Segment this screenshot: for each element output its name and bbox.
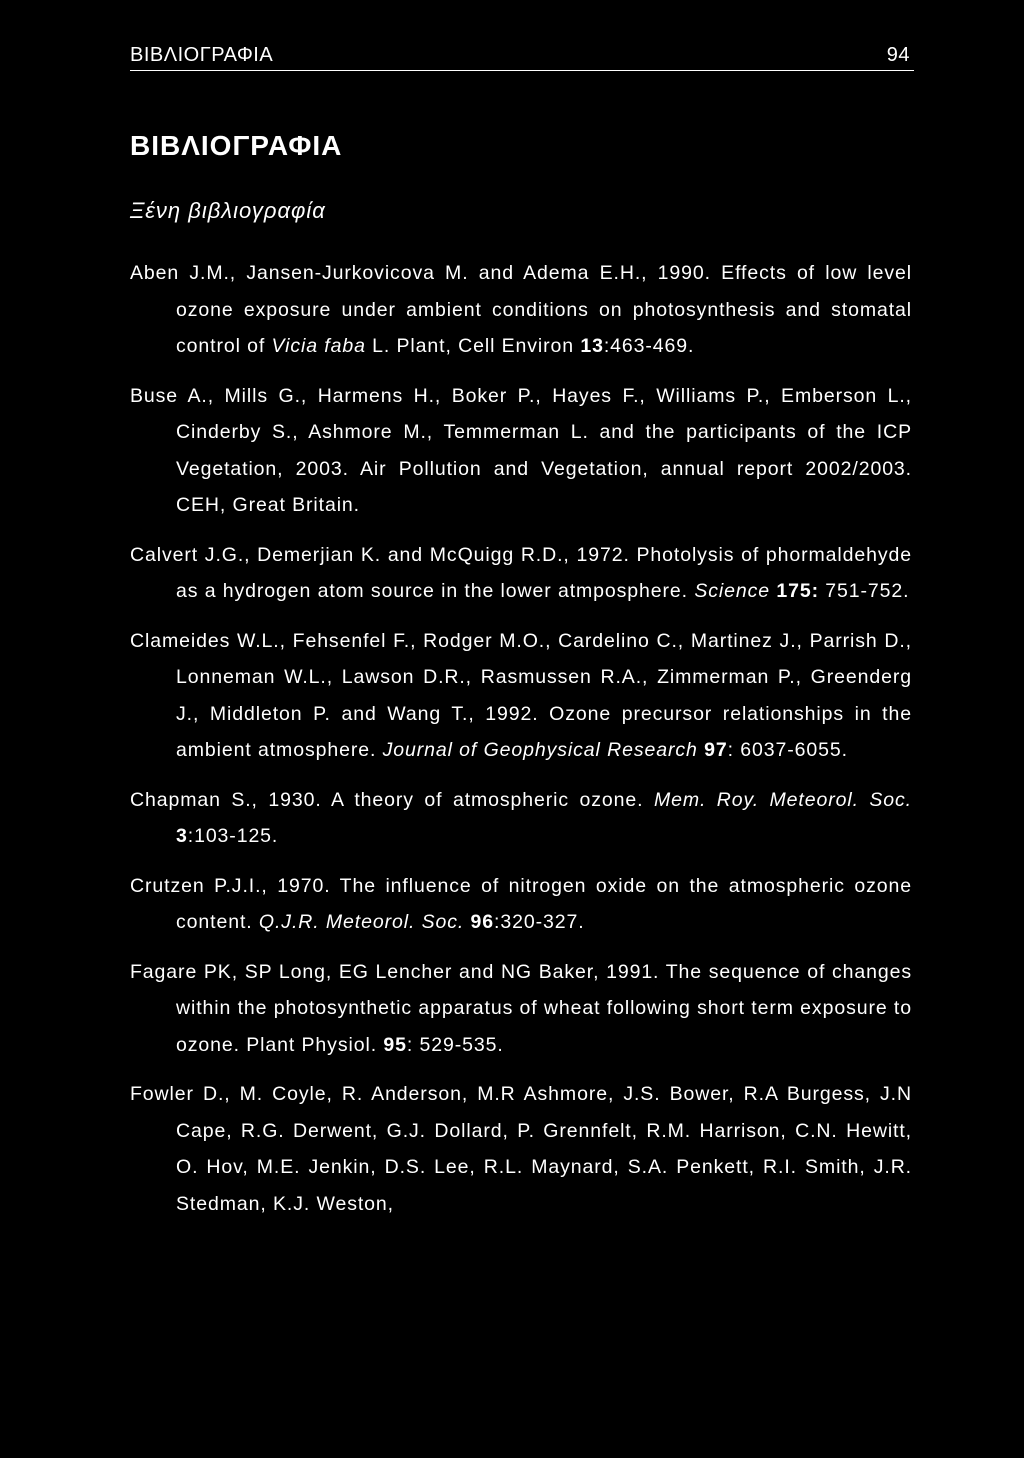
section-title: ΒΙΒΛΙΟΓΡΑΦΙΑ [130, 130, 343, 161]
reference-entry [130, 255, 912, 365]
header-rule [130, 70, 914, 71]
reference-entry [130, 378, 912, 524]
reference-species-name: Vicia faba [271, 335, 366, 357]
reference-entry [130, 623, 912, 769]
reference-volume: 3 [176, 825, 188, 847]
reference-volume: 95 [383, 1033, 407, 1056]
reference-pages: :103-125. [187, 825, 279, 847]
reference-volume: 13 [580, 335, 604, 357]
reference-journal: Q.J.R. Meteorol. Soc. [258, 911, 465, 933]
reference-volume: 175: [776, 580, 819, 602]
reference-entry [130, 868, 912, 941]
page-number: 94 [886, 44, 910, 66]
reference-pages: : 6037-6055. [727, 739, 848, 761]
reference-pages: :463-469. [603, 335, 695, 357]
reference-text: L. Plant, Cell Environ [365, 335, 581, 357]
reference-entry [130, 1076, 912, 1222]
running-header-title: ΒΙΒΛΙΟΓΡΑΦΙΑ [130, 44, 274, 66]
reference-list [130, 255, 912, 1235]
reference-text: Chapman S., 1930. A theory of atmospheric ozone. [130, 788, 654, 811]
reference-journal: Science [694, 580, 771, 602]
reference-text: Buse A., Mills G., Harmens H., Boker P., Hayes F., Williams P., Emberson L., Cinderby S., Ashmore M., Temmerman L. and the participants of the ICP Vegetation, 2003. Air Pollution and Vegetation, annual report 2002/2003. CEH, Great Britain. [130, 384, 912, 516]
reference-text: Fowler D., M. Coyle, R. Anderson, M.R Ashmore, J.S. Bower, R.A Burgess, J.N Cape, R.G. Derwent, G.J. Dollard, P. Grennfelt, R.M. Harrison, C.N. Hewitt, O. Hov, M.E. Jenkin, D.S. Lee, R.L. Maynard, S.A. Penkett, R.I. Smith, J.R. Stedman, K.J. Weston, [130, 1083, 912, 1215]
reference-text: Fagare PK, SP Long, EG Lencher and NG Baker, 1991. The sequence of changes within the photosynthetic apparatus of wheat following short term exposure to ozone. Plant Physiol. [130, 960, 912, 1056]
reference-pages: : 529-535. [406, 1033, 504, 1056]
reference-volume: 97 [704, 739, 728, 761]
reference-pages: 751-752. [818, 580, 910, 602]
reference-journal: Journal of Geophysical Research [382, 739, 698, 761]
reference-text: Crutzen P.J.I., 1970. The influence of nitrogen oxide on the atmospheric ozone content. [130, 874, 912, 933]
reference-entry [130, 537, 912, 610]
reference-entry [130, 954, 912, 1064]
reference-entry [130, 782, 912, 855]
reference-text: Calvert J.G., Demerjian K. and McQuigg R.D., 1972. Photolysis of phormaldehyde as a hydrogen atom source in the lower atmposphere. [130, 543, 912, 602]
reference-journal: Mem. Roy. Meteorol. Soc. [653, 788, 912, 811]
subsection-title: Ξένη βιβλιογραφία [130, 198, 326, 223]
reference-volume: 96 [470, 911, 495, 933]
reference-text: Aben J.M., Jansen-Jurkovicova M. and Adema E.H., 1990. Effects of low level ozone exposure under ambient conditions on photosynthesis and stomatal control of [130, 262, 912, 357]
reference-text: Clameides W.L., Fehsenfel F., Rodger M.O., Cardelino C., Martinez J., Parrish D., Lonneman W.L., Lawson D.R., Rasmussen R.A., Zimmerman P., Greenderg J., Middleton P. and Wang T., 1992. Ozone precursor relationships in the ambient atmosphere. [130, 629, 912, 761]
reference-pages: :320-327. [494, 911, 585, 933]
